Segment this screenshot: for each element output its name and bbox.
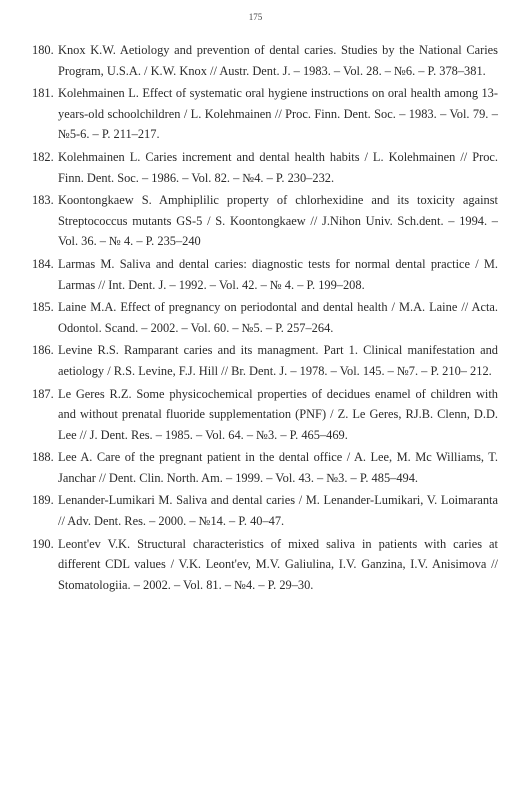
reference-number: 188. xyxy=(32,450,54,465)
reference-text: Larmas M. Saliva and dental caries: diagnostic tests for normal dental practice / M. Larmas // Int. Dent. J. – 1992. – Vol. 42. – № 4. – P. 199–208. xyxy=(58,256,498,292)
reference-number: 185. xyxy=(32,300,54,315)
reference-text: Koontongkaew S. Amphiplilic property of chlorhexidine and its toxicity against Streptococcus mutants GS-5 / S. Koontongkaew // J.Nihon Univ. Sch.dent. – 1994. – Vol. 36. – № 4. – P. 235–240 xyxy=(58,193,498,249)
reference-number: 180. xyxy=(32,43,54,57)
reference-item xyxy=(32,254,498,295)
reference-text: Lee A. Care of the pregnant patient in the dental office / A. Lee, M. Mc Williams, T. Janchar // Dent. Clin. North. Am. – 1999. – Vol. 43. – №3. – P. 485–494. xyxy=(58,450,498,485)
reference-number: 184. xyxy=(32,256,54,271)
reference-number: 181. xyxy=(32,86,54,101)
reference-item xyxy=(32,147,498,188)
reference-number: 182. xyxy=(32,149,54,164)
reference-item xyxy=(32,447,498,488)
reference-item xyxy=(32,40,498,81)
reference-item xyxy=(32,190,498,252)
reference-text: Kolehmainen L. Effect of systematic oral hygiene instructions on oral health among 13-years-old schoolchildren / L. Kolehmainen // Proc. Finn. Dent. Soc. – 1983. – Vol. 79. – №5-6. – P. 211–217. xyxy=(58,86,498,142)
page-number: 175 xyxy=(248,12,263,22)
reference-text: Le Geres R.Z. Some physicochemical properties of decidues enamel of children with and without prenatal fluoride supplementation (PNF) / Z. Le Geres, RJ.B. Clenn, D.D. Lee // J. Dent. Res. – 1985. – Vol. 64. – №3. – P. 465–469. xyxy=(58,386,498,442)
reference-text: Lenander-Lumikari M. Saliva and dental caries / M. Lenander-Lumikari, V. Loimaranta // Adv. Dent. Res. – 2000. – №14. – P. 40–47. xyxy=(58,493,498,529)
reference-text: Leont'ev V.K. Structural characteristics of mixed saliva in patients with caries at different CDL values / V.K. Leont'ev, M.V. Galiulina, I.V. Ganzina, I.V. Anisimova // Stomatologiia. – 2002. – Vol. 81. – №4. – P. 29–30. xyxy=(58,536,498,592)
reference-text: Knox K.W. Aetiology and prevention of dental caries. Studies by the National Caries Program, U.S.A. / K.W. Knox // Austr. Dent. J. – 1983. – Vol. 28. – №6. – P. 378–381. xyxy=(58,43,498,78)
reference-text: Laine M.A. Effect of pregnancy on periodontal and dental health / M.A. Laine // Acta. Odontol. Scand. – 2002. – Vol. 60. – №5. – P. 257–264. xyxy=(58,300,498,335)
reference-number: 190. xyxy=(32,536,54,551)
reference-number: 183. xyxy=(32,193,54,208)
reference-item xyxy=(32,340,498,381)
reference-number: 186. xyxy=(32,343,54,358)
reference-text: Kolehmainen L. Caries increment and dental health habits / L. Kolehmainen // Proc. Finn. Dent. Soc. – 1986. – Vol. 82. – №4. – P. 230–232. xyxy=(58,149,498,185)
reference-item xyxy=(32,297,498,338)
reference-item xyxy=(32,384,498,446)
reference-number: 189. xyxy=(32,493,54,508)
reference-number: 187. xyxy=(32,386,54,401)
reference-item xyxy=(32,534,498,596)
reference-text: Levine R.S. Ramparant caries and its managment. Part 1. Clinical manifestation and aetiology / R.S. Levine, F.J. Hill // Br. Dent. J. – 1978. – Vol. 145. – №7. – P. 210– 212. xyxy=(58,343,498,378)
reference-item xyxy=(32,83,498,145)
reference-list xyxy=(32,40,498,597)
reference-item xyxy=(32,490,498,531)
